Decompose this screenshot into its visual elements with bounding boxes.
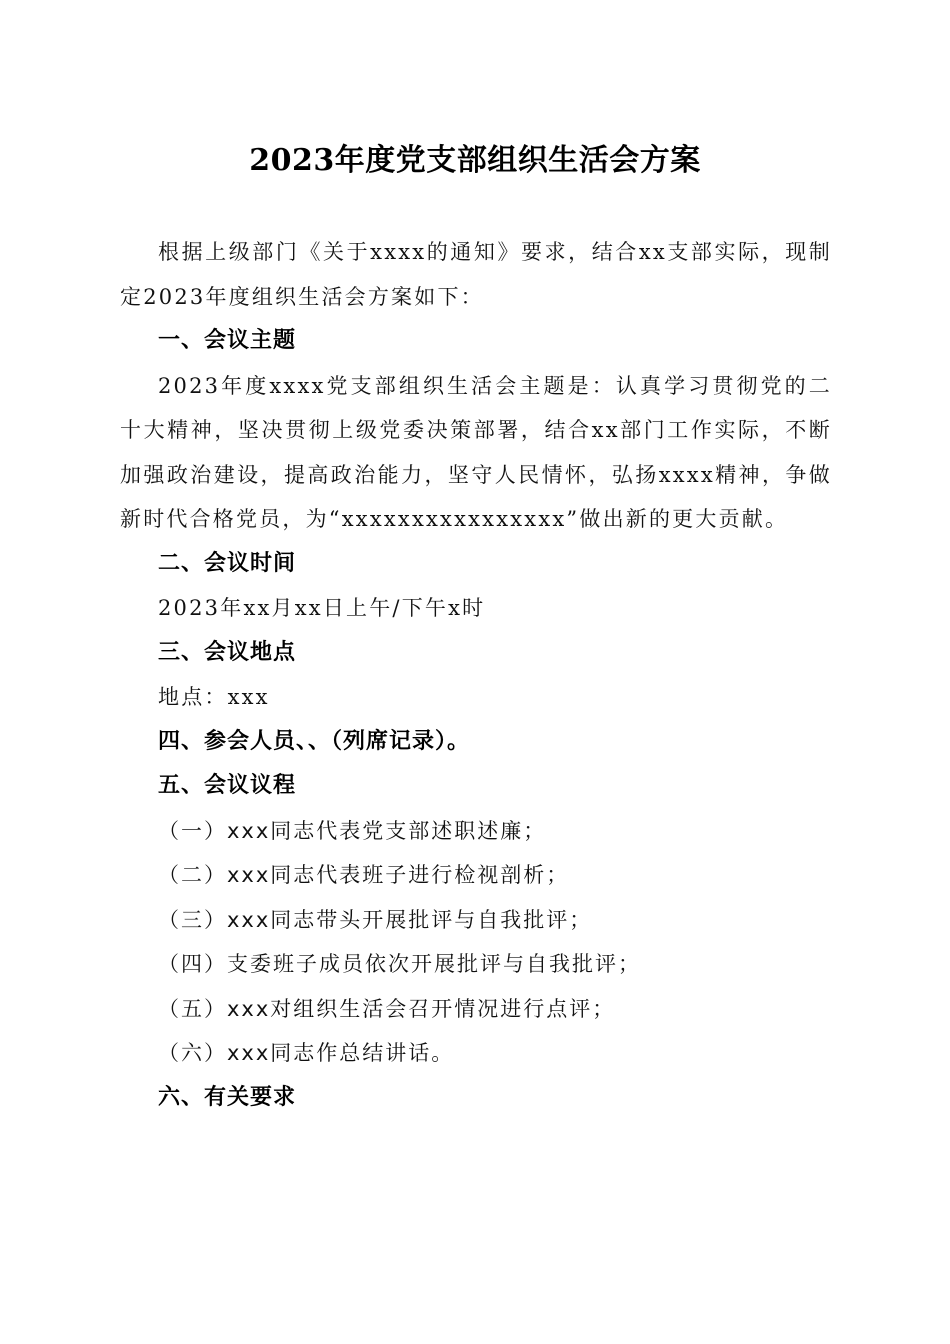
agenda-item: （三）xxx同志带头开展批评与自我批评； (158, 907, 593, 932)
agenda-item: （二）xxx同志代表班子进行检视剖析； (158, 863, 570, 887)
document-body (120, 230, 832, 1120)
agenda-item: （五）xxx对组织生活会召开情况进行点评； (158, 996, 616, 1021)
section-heading-agenda: 五、会议议程 (158, 773, 297, 798)
agenda-item: （四）支委班子成员依次开展批评与自我批评； (158, 952, 641, 976)
section-heading-theme: 一、会议主题 (158, 328, 297, 353)
agenda-item: （六）xxx同志作总结讲话。 (158, 1041, 455, 1065)
document-title: 2023年度党支部组织生活会方案 (249, 143, 701, 178)
section-content-theme: 2023年度xxxx党支部组织生活会主题是：认真学习贯彻党的二十大精神，坚决贯彻上级党委决策部署，结合xx部门工作实际，不断加强政治建设，提高政治能力，坚守人民情怀，弘扬xxxx精神，争做新时代合格党员，为“xxxxxxxxxxxxxxxx”做出新的更大贡献。 (120, 373, 832, 531)
section-heading-requirements: 六、有关要求 (158, 1084, 297, 1110)
agenda-item: （一）xxx同志代表党支部述职述廉； (158, 818, 547, 843)
section-heading-attendees: 四、参会人员、、（列席记录）。 (158, 728, 471, 754)
section-content-time: 2023年xx月xx日上午/下午x时 (158, 596, 486, 620)
agenda-list (120, 809, 832, 1076)
intro-paragraph: 根据上级部门《关于xxxx的通知》要求，结合xx支部实际，现制定2023年度组织生活会方案如下： (120, 240, 832, 309)
section-content-location: 地点：xxx (158, 685, 270, 709)
section-heading-location: 三、会议地点 (158, 639, 297, 665)
section-heading-time: 二、会议时间 (158, 550, 297, 576)
